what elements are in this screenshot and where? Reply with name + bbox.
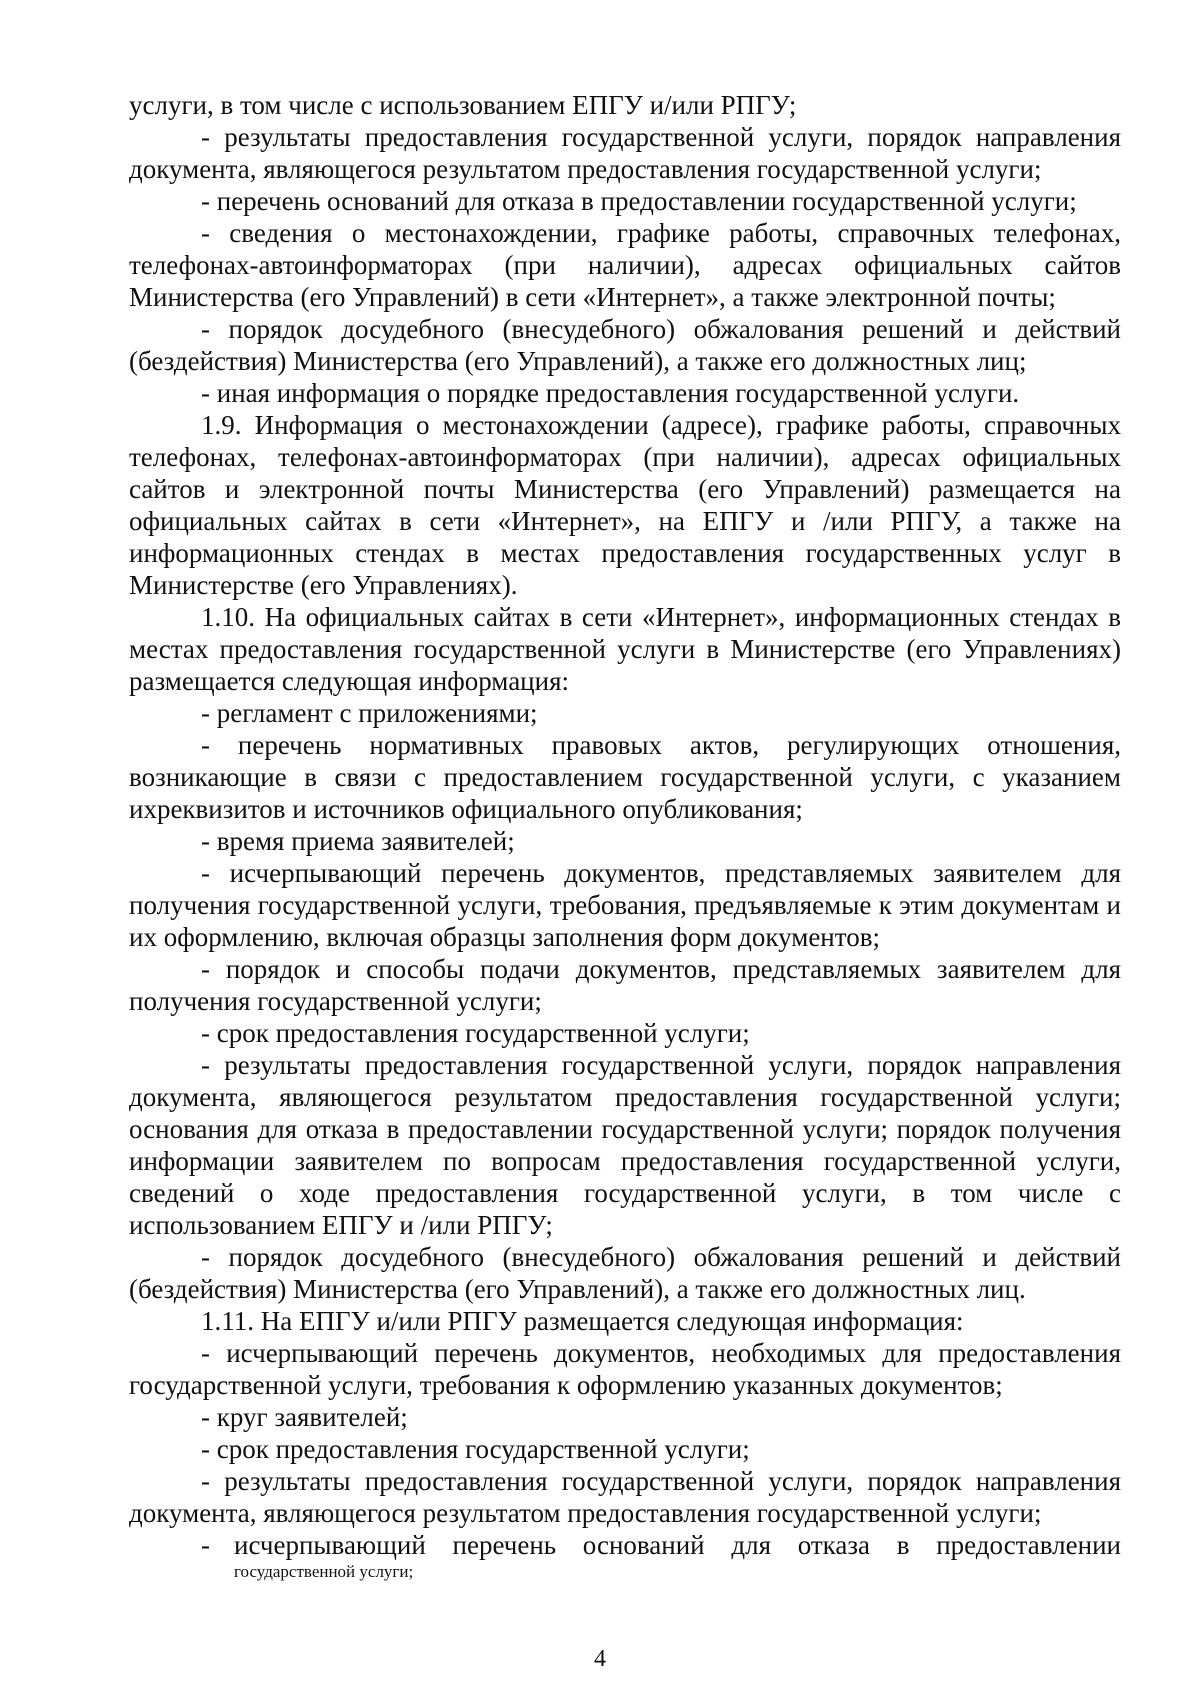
paragraph-21: - результаты предоставления государственной услуги, порядок направления документа, являющегося результатом предоставления государственной услуги;: [129, 1466, 1121, 1528]
paragraph-2: - результаты предоставления государственной услуги, порядок направления документа, являющегося результатом предоставления государственной услуги;: [129, 122, 1121, 184]
list-dash: -: [201, 1530, 210, 1560]
page-number: 4: [594, 1646, 606, 1672]
paragraph-8: 1.10. На официальных сайтах в сети «Интернет», информационных стендах в местах предоставления государственной услуги в Министерстве (его Управлениях) размещается следующая информация:: [129, 602, 1121, 696]
document-body: [129, 89, 1121, 1583]
paragraph-17: 1.11. На ЕПГУ и/или РПГУ размещается следующая информация:: [201, 1306, 964, 1336]
paragraph-16: - порядок досудебного (внесудебного) обжалования решений и действий (бездействия) Министерства (его Управлений), а также его должностных лиц.: [129, 1242, 1121, 1304]
paragraph-1: услуги, в том числе с использованием ЕПГУ и/или РПГУ;: [129, 90, 797, 120]
paragraph-14: - срок предоставления государственной услуги;: [201, 1018, 750, 1048]
paragraph-5: - порядок досудебного (внесудебного) обжалования решений и действий (бездействия) Министерства (его Управлений), а также его должностных лиц;: [129, 314, 1121, 376]
last-item-small-line: государственной услуги;: [234, 1562, 414, 1581]
paragraph-6: - иная информация о порядке предоставления государственной услуги.: [201, 378, 1020, 408]
paragraph-3: - перечень оснований для отказа в предоставлении государственной услуги;: [201, 186, 1077, 216]
paragraph-10: - перечень нормативных правовых актов, регулирующих отношения, возникающие в связи с предоставлением государственной услуги, с указанием ихреквизитов и источников официального опубликования;: [129, 730, 1121, 824]
paragraph-4: - сведения о местонахождении, графике работы, справочных телефонах, телефонах-автоинформаторах (при наличии), адресах официальных сайтов Министерства (его Управлений) в сети «Интернет», а также электронной почты;: [129, 218, 1121, 312]
paragraph-last-item: [129, 1529, 1121, 1583]
paragraph-7: 1.9. Информация о местонахождении (адресе), графике работы, справочных телефонах, телефонах-автоинформаторах (при наличии), адресах официальных сайтов и электронной почты Министерства (его Управлений) размещается на официальных сайтах в сети «Интернет», на ЕПГУ и /или РПГУ, а также на информационных стендах в местах предоставления государственных услуг в Министерстве (его Управлениях).: [129, 410, 1121, 600]
last-item-body: [234, 1529, 1121, 1583]
paragraph-18: - исчерпывающий перечень документов, необходимых для предоставления государственной услуги, требования к оформлению указанных документов;: [129, 1338, 1121, 1400]
paragraph-11: - время приема заявителей;: [201, 826, 515, 856]
paragraph-19: - круг заявителей;: [201, 1402, 408, 1432]
paragraph-13: - порядок и способы подачи документов, представляемых заявителем для получения государственной услуги;: [129, 954, 1121, 1016]
last-item-first-line: исчерпывающий перечень оснований для отказа в предоставлении: [234, 1530, 1121, 1560]
paragraph-9: - регламент с приложениями;: [201, 698, 538, 728]
paragraph-12: - исчерпывающий перечень документов, представляемых заявителем для получения государственной услуги, требования, предъявляемые к этим документам и их оформлению, включая образцы заполнения форм документов;: [129, 858, 1121, 952]
paragraph-15: - результаты предоставления государственной услуги, порядок направления документа, являющегося результатом предоставления государственной услуги; основания для отказа в предоставлении государственной услуги; порядок получения информации заявителем по вопросам предоставления государственной услуги, сведений о ходе предоставления государственной услуги, в том числе с использованием ЕПГУ и /или РПГУ;: [129, 1050, 1121, 1240]
paragraph-20: - срок предоставления государственной услуги;: [201, 1434, 750, 1464]
